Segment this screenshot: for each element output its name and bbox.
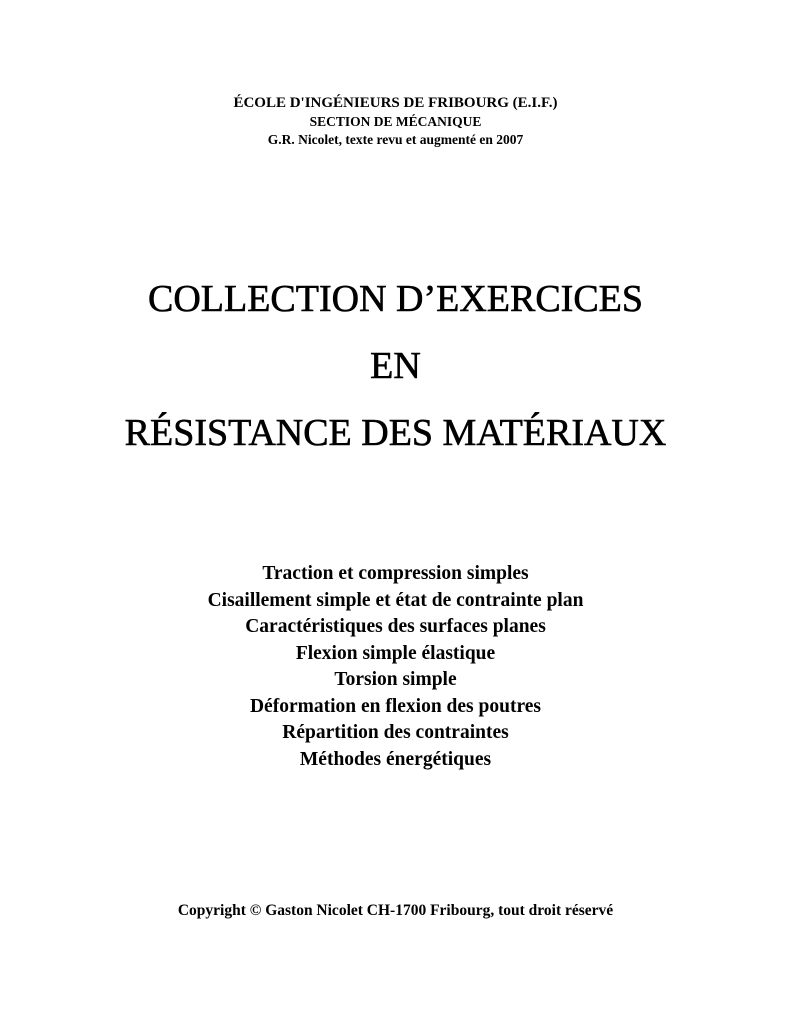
topic-item: Flexion simple élastique	[295, 642, 496, 664]
section-name: SECTION DE MÉCANIQUE	[309, 114, 482, 129]
title-line-1: COLLECTION D’EXERCICES	[147, 278, 644, 320]
author-line: G.R. Nicolet, texte revu et augmenté en 2007	[267, 132, 524, 147]
topic-item: Cisaillement simple et état de contrainte plan	[207, 589, 584, 611]
school-name: ÉCOLE D'INGÉNIEURS DE FRIBOURG (E.I.F.)	[233, 95, 558, 111]
topic-item: Traction et compression simples	[262, 563, 529, 584]
topic-item: Caractéristiques des surfaces planes	[245, 616, 546, 637]
title-line-3: RÉSISTANCE DES MATÉRIAUX	[124, 412, 667, 454]
copyright-notice: Copyright © Gaston Nicolet CH-1700 Fribourg, tout droit réservé	[177, 902, 614, 919]
topic-item: Torsion simple	[334, 669, 457, 690]
topic-item: Déformation en flexion des poutres	[249, 695, 542, 717]
topic-item: Répartition des contraintes	[282, 722, 509, 743]
title-line-2: EN	[370, 345, 421, 387]
topic-item: Méthodes énergétiques	[299, 748, 492, 770]
